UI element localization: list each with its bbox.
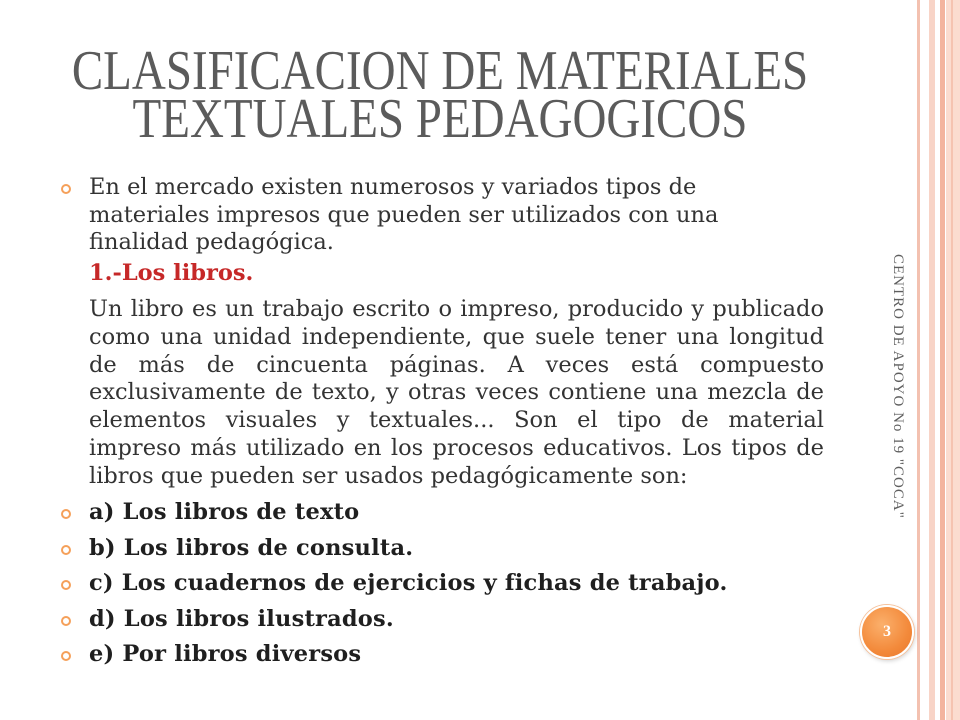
list-item-label: b) Los libros de consulta. [89,534,414,561]
side-stripe [951,0,953,720]
ring-bullet-icon [61,616,71,626]
ring-bullet-icon [61,651,71,661]
side-stripe [917,0,920,720]
list-item-label: c) Los cuadernos de ejercicios y fichas de trabajo. [89,570,728,596]
slide-title-line: TEXTUALES PEDAGOGICOS [132,87,748,151]
list-item [89,566,849,602]
definition-line: exclusivamente de texto, y otras veces contiene una mezcla de [89,379,824,406]
definition-line: Un libro es un trabajo escrito o impreso, producido y publicado [89,296,824,322]
list-item [89,637,849,673]
list-item [89,495,849,531]
list-item [89,531,849,567]
list-item-label: a) Los libros de texto [89,499,360,525]
list-item-label: e) Por libros diversos [89,641,362,667]
definition-line: de más de cincuenta páginas. A veces está compuesto [89,351,824,378]
ring-bullet-icon [61,580,71,590]
side-stripe [940,0,945,720]
side-stripe [946,0,960,720]
list-item [89,602,849,638]
ring-bullet-icon [61,509,71,519]
slide-number-badge [860,605,914,659]
definition-line: libros que pueden ser usados pedagógicamente son: [89,462,688,489]
slide-number: 3 [883,623,891,640]
intro-line: materiales impresos que pueden ser utilizados con una [89,201,719,228]
definition-paragraph [89,296,824,491]
intro-line: finalidad pedagógica. [89,229,334,255]
intro-line: En el mercado existen numerosos y variados tipos de [89,174,697,200]
list-item-label: d) Los libros ilustrados. [89,605,394,632]
definition-line: elementos visuales y textuales... Son el tipo de material [89,407,824,434]
definition-line: como una unidad independiente, que suele tener una longitud [89,323,824,350]
slide-title [30,39,850,151]
slide-title-line: CLASIFICACION DE MATERIALES [71,39,809,103]
definition-line: impreso más utilizado en los procesos educativos. Los tipos de [89,434,824,461]
ring-bullet-icon [61,545,71,555]
section-heading: 1.-Los libros. [89,260,254,286]
vertical-footer-text: CENTRO DE APOYO No 19 "COCA" [890,254,906,519]
ring-bullet-icon [61,184,71,194]
intro-paragraph [89,174,829,257]
side-stripe [929,0,935,720]
book-types-list [89,495,849,673]
